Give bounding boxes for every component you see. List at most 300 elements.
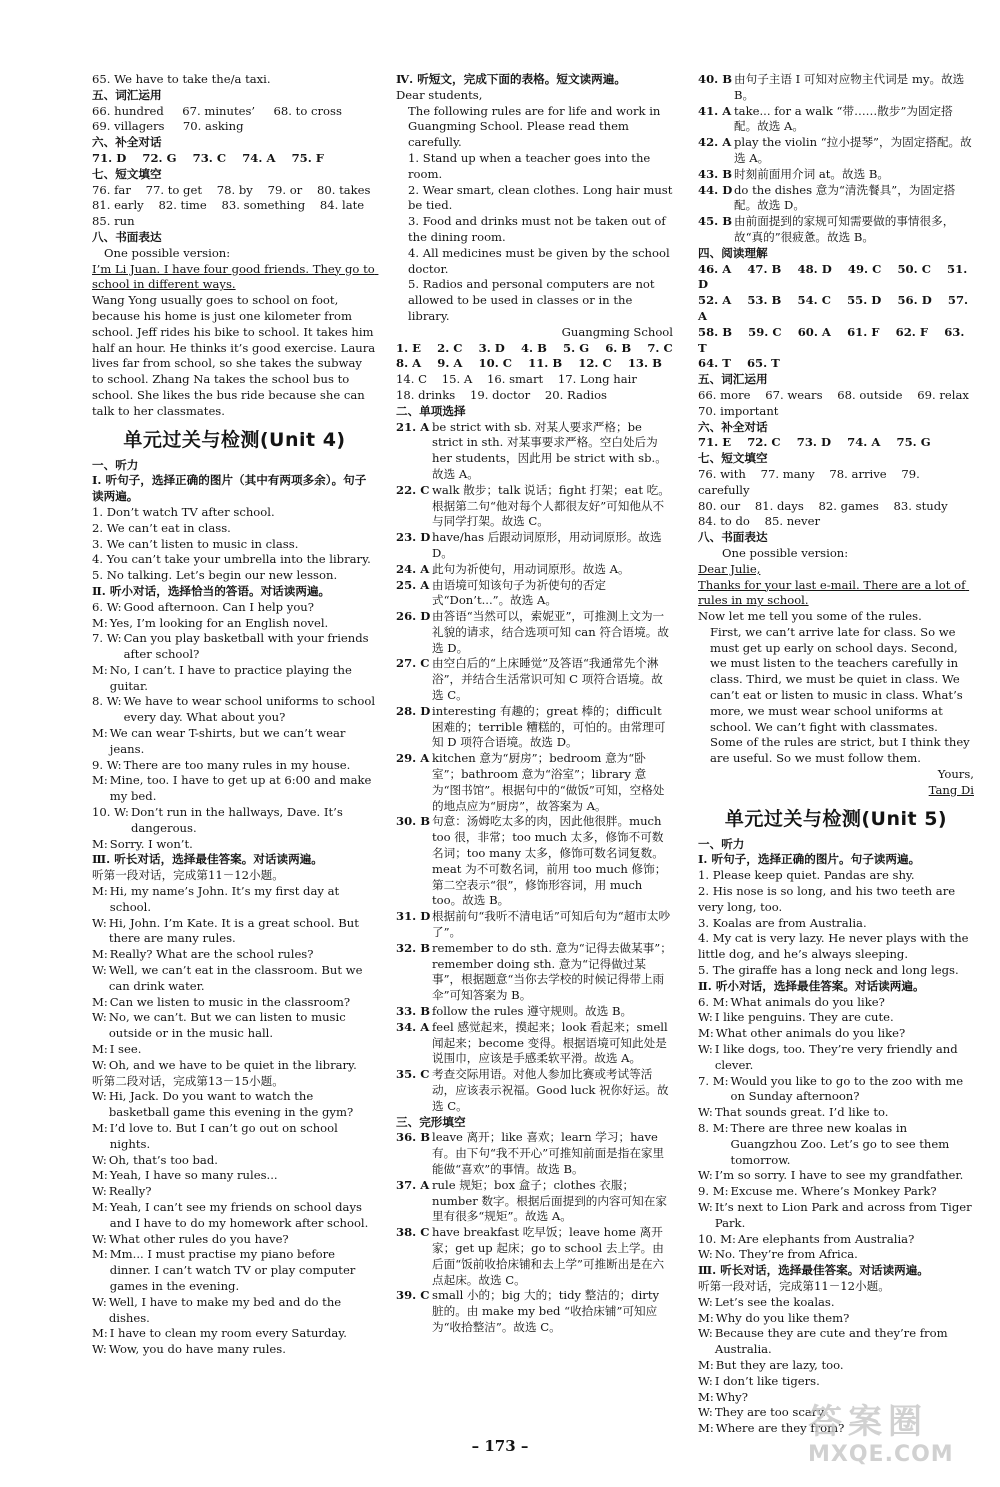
dialogue-text: What other rules do you have? [108,1231,289,1246]
watermark-text: 答案圈 [808,1402,928,1442]
answer-number: 33. B [396,1004,431,1019]
text-line: 76. with 77. many 78. arrive 79. carefully [698,466,924,497]
speaker-label: W: [92,1294,107,1309]
answer-explanation [396,704,673,751]
watermark-logo [808,1402,990,1474]
dialogue-line [698,1184,974,1200]
speaker-label: 6. W: [92,599,122,614]
dialogue-line [698,1311,974,1327]
dialogue-text: Can you play basketball with your friends after school? [123,631,369,662]
section-label: 64. T 65. T [698,356,780,371]
speaker-label: M: [92,836,108,851]
dialogue-text: Because they are cute and they’re from Australia. [714,1326,948,1357]
dialogue-line [92,916,377,948]
text-line: 2. We can’t eat in class. [92,520,231,535]
dialogue-line [92,1326,377,1342]
explanation-text: 根据前句“我听不清电话”可知后句为“超市太吵了”。 [432,909,671,940]
answer-number: 27. C [396,656,430,671]
explanation-text: play the violin “拉小提琴”，为固定搭配。故选 A。 [734,135,972,165]
dialogue-line [92,995,377,1011]
answer-explanation [396,420,673,483]
speaker-label: W: [92,1089,107,1104]
explanation-text: have/has 后跟动词原形，用动词原形。故选 D。 [432,530,662,560]
dialogue-line [698,1010,974,1026]
speaker-label: W: [92,1152,107,1167]
signature-line: Guangming School [561,324,673,339]
speaker-label: M: [698,1357,714,1372]
dialogue-text: What animals do you like? [730,994,885,1009]
speaker-label: M: [698,1389,714,1404]
page-number: – 173 – [471,1437,529,1455]
section-label: 8. A 9. A 10. C 11. B 12. C 13. B [396,356,662,371]
answer-explanation [396,941,673,1004]
explanation-text: 此句为祈使句，用动词原形。故选 A。 [432,561,630,576]
answer-number: 21. A [396,419,430,434]
explanation-text: 由答语“当然可以，索妮亚”，可推测上文为一礼貌的请求，结合选项可知 can 符合语境。故选 D。 [432,609,669,655]
dialogue-text: Hi, Jack. Do you want to watch the basketball game this evening in the gym? [108,1089,354,1120]
text-line: Dear students, [396,87,483,102]
speaker-label: W: [92,1342,107,1357]
dialogue-line [92,631,377,663]
answer-explanation [698,135,974,167]
section-heading: 单元过关与检测(Unit 4) [123,428,346,451]
dialogue-text: Sorry. I won’t. [109,836,193,851]
dialogue-line [92,1153,377,1169]
section-label: 一、听力 [698,836,745,851]
explanation-text: rule 规矩；box 盒子；clothes 衣服；number 数字。根据后面提到的内容可知在家里有很多“规矩”。故选 A。 [432,1177,667,1224]
dialogue-text: But they are lazy, too. [715,1357,844,1372]
text-line: 1. Don’t watch TV after school. [92,504,275,519]
section-label: Ⅲ. 听长对话，选择最佳答案。对话读两遍。 [698,1263,929,1278]
answer-explanation [396,751,673,814]
section-label: 六、补全对话 [92,135,162,150]
speaker-label: W: [698,1105,713,1120]
dialogue-text: Mine, too. I have to get up at 6:00 and make my bed. [109,773,372,804]
dialogue-text: Don’t run in the hallways, Dave. It’s dangerous. [130,805,343,835]
answer-number: 39. C [396,1288,430,1303]
dialogue-line [92,884,377,916]
dialogue-line [92,1089,377,1121]
dialogue-line [698,1232,974,1248]
explanation-text: do the dishes 意为“清洗餐具”，为固定搭配。故选 D。 [734,182,956,213]
explanation-text: 考查交际用语。对他人参加比赛或考试等活动，应该表示祝福。Good luck 祝你好运。故选 C。 [432,1067,669,1113]
speaker-label: M: [92,773,108,788]
section-label: 七、短文填空 [698,451,768,466]
explanation-text: have breakfast 吃早饭；leave home 离开家；get up 起床；go to school 去上学。由后面“饭前收拾床铺和去上学”可推断出是在六点起床。故选 C。 [432,1225,665,1287]
dialogue-line [92,1342,377,1358]
dialogue-line [698,1026,974,1042]
section-label: 五、词汇运用 [698,372,768,387]
text-line: 4. You can’t take your umbrella into the library. [92,552,371,567]
answer-explanation [698,214,974,246]
dialogue-line [92,1168,377,1184]
dialogue-line [698,1200,974,1232]
section-label: 71. E 72. C 73. D 74. A 75. G [698,435,931,450]
dialogue-line [92,947,377,963]
text-line: 3. Koalas are from Australia. [698,915,867,930]
speaker-label: M: [92,1121,108,1135]
dialogue-text: I like dogs, too. They’re very friendly and clever. [714,1042,958,1072]
explanation-text: 由空白后的“上床睡觉”及答语“我通常先个淋浴”，并结合生活常识可知 C 项符合语境。故选 C。 [432,656,663,703]
paragraph: 1. Stand up when a teacher goes into the room. [408,150,654,181]
dialogue-line [92,1042,377,1058]
explanation-text: 时刻前面用介词 at。故选 B。 [734,166,889,181]
dialogue-line [92,1232,377,1248]
dialogue-line [92,963,377,995]
watermark-url: MXQE.COM [808,1442,954,1467]
column-middle [396,72,677,1336]
speaker-label: W: [698,1373,713,1388]
dialogue-line [92,663,377,695]
answer-number: 23. D [396,530,431,545]
dialogue-line [92,726,377,758]
text-line: 18. drinks 19. doctor 20. Radios [396,387,608,402]
answer-explanation [396,483,673,530]
speaker-label: 8. W: [92,694,122,709]
section-label: 五、词汇运用 [92,87,162,102]
explanation-text: be strict with sb. 对某人要求严格；be strict in sth. 对某事要求严格。空白处后为 her students，因此用 be strict with sb.。故选 A。 [432,419,667,481]
dialogue-text: I’m so sorry. I have to see my grandfather. [714,1168,964,1183]
dialogue-line [92,837,377,853]
dialogue-text: I like penguins. They are cute. [714,1010,894,1025]
text-line: 66. hundred 67. minutes’ 68. to cross [92,103,342,118]
signature-name: Tang Di [928,782,974,797]
speaker-label: M: [92,1247,108,1262]
dialogue-line [92,694,377,726]
answer-number: 41. A [698,103,732,118]
section-label: 七、短文填空 [92,166,162,181]
speaker-label: W: [92,1057,107,1072]
paragraph: One possible version: [104,245,231,260]
section-label: Ⅰ. 听句子，选择正确的图片（其中有两项多余）。句子读两遍。 [92,473,367,504]
dialogue-text: There are three new koalas in Guangzhou Zoo. Let’s go to see them tomorrow. [730,1121,950,1167]
answer-number: 22. C [396,482,430,497]
answer-explanation [698,104,974,136]
dialogue-line [698,1168,974,1184]
section-label: 1. E 2. C 3. D 4. B 5. G 6. B 7. C [396,340,673,355]
answer-number: 34. A [396,1019,430,1034]
explanation-text: kitchen 意为“厨房”；bedroom 意为“卧室”；bathroom 意为“浴室”；library 意为“图书馆”。根据句中的“做饭”可知，空格处的地点应为“厨房”，故答案为 A。 [432,751,665,813]
dialogue-text: We have to wear school uniforms to school every day. What about you? [123,694,376,725]
dialogue-text: Would you like to go to the zoo with me on Sunday afternoon? [730,1073,964,1104]
dialogue-text: Good afternoon. Can I help you? [123,599,314,614]
speaker-label: M: [92,884,108,899]
speaker-label: M: [92,1042,108,1057]
dialogue-text: Well, we can’t eat in the classroom. But we can drink water. [108,963,363,993]
dialogue-text: Let’s see the koalas. [714,1294,835,1309]
dialogue-line [698,1358,974,1374]
dialogue-text: No. They’re from Africa. [714,1247,858,1262]
dialogue-text: We can wear T-shirts, but we can’t wear jeans. [109,726,346,756]
answer-number: 31. D [396,909,431,924]
text-line: 5. The giraffe has a long neck and long legs. [698,963,959,978]
answer-number: 28. D [396,703,431,718]
dialogue-text: Hi, my name’s John. It’s my first day at school. [109,884,340,914]
dialogue-line [698,1326,974,1358]
paragraph: One possible version: [722,545,849,560]
dialogue-line [92,1295,377,1327]
text-line: 听第一段对话，完成第11－12小题。 [698,1278,890,1293]
section-label: 六、补全对话 [698,419,768,434]
answer-number: 36. B [396,1130,431,1145]
text-line: 5. No talking. Let’s begin our new lesson. [92,568,338,583]
dialogue-text: Really? What are the school rules? [109,947,314,962]
answer-explanation [396,909,673,941]
paragraph: 4. All medicines must be given by the school doctor. [408,245,674,276]
speaker-label: M: [92,615,108,630]
dialogue-text: Yeah, I can’t see my friends on school days and I have to do my homework after school. [109,1199,369,1230]
speaker-label: W: [698,1405,713,1420]
explanation-text: interesting 有趣的；great 棒的；difficult 困难的；terrible 糟糕的，可怕的。由常理可知 D 项符合语境。故选 D。 [432,703,666,750]
speaker-label: 7. M: [698,1073,729,1088]
text-line: 4. My cat is very lazy. He never plays with the little dog, and he’s always sleeping. [698,931,973,962]
speaker-label: 9. W: [92,757,122,772]
paragraph: 2. Wear smart, clean clothes. Long hair must be tied. [408,182,677,213]
answer-number: 37. A [396,1177,430,1192]
speaker-label: M: [92,994,108,1009]
answer-explanation [396,1225,673,1288]
dialogue-text: No, we can’t. But we can listen to music outside or in the music hall. [108,1010,346,1041]
dialogue-text: I don’t like tigers. [714,1373,820,1388]
dialogue-line [92,758,377,774]
paragraph: First, we can’t arrive late for class. So we must get up early on school days. Second, we must listen to the teachers carefully in class. Third, we must be quiet in class. We can’t eat or listen to music in class. What’s more, we must wear school uniforms at school. We can’t fight with classmates. [710,624,967,734]
column-right [698,72,974,1437]
speaker-label: W: [698,1042,713,1057]
section-label: 52. A 53. B 54. C 55. D 56. D 57. A [698,293,973,323]
answer-number: 38. C [396,1225,430,1240]
section-label: Ⅳ. 听短文，完成下面的表格。短文读两遍。 [396,72,626,86]
dialogue-text: There are too many rules in my house. [123,757,351,772]
explanation-text: leave 离开；like 喜欢；learn 学习；have 有。由下句“我不开心”可推知前面是指在家里能做“喜欢”的事情。故选 B。 [432,1130,665,1176]
explanation-text: feel 感觉起来，摸起来；look 看起来；smell 闻起来；become 变得。根据语境可知此处是说围巾，应该是手感柔软平滑。故选 A。 [432,1019,668,1066]
text-line: 81. early 82. time 83. something 84. late [92,198,365,213]
dialogue-line [698,995,974,1011]
section-label: 二、单项选择 [396,403,466,418]
answer-number: 32. B [396,940,431,955]
text-line: 2. His nose is so long, and his two teeth are very long, too. [698,884,959,914]
speaker-label: M: [92,1168,108,1183]
section-label: 三、完形填空 [396,1114,466,1129]
explanation-text: 由前面提到的家规可知需要做的事情很多，故“真的”很疲惫。故选 B。 [734,214,955,244]
answer-explanation [396,1004,673,1020]
section-label: 46. A 47. B 48. D 49. C 50. C 51. D [698,261,972,292]
explanation-text: 句意：汤姆吃太多的肉，因此他很胖。much too 很，非常；too much 太多，修饰不可数名词；too many 太多，修饰可数名词复数。meat 为不可数名词，前用 too much 修饰；第二空表示“很”，修饰形容词，用 much too。故选 B。 [432,814,667,908]
speaker-label: W: [92,1010,107,1025]
text-line: 1. Please keep quiet. Pandas are shy. [698,868,915,883]
speaker-label: M: [698,1310,714,1325]
dialogue-text: Oh, and we have to be quiet in the library. [108,1057,357,1072]
answer-number: 25. A [396,577,430,592]
dialogue-text: It’s next to Lion Park and across from Tiger Park. [714,1199,972,1230]
dialogue-line [92,805,377,837]
text-line: 76. far 77. to get 78. by 79. or 80. takes [92,182,371,197]
text-line: 14. C 15. A 16. smart 17. Long hair [396,372,637,387]
text-line: Wang Yong usually goes to school on foot, because his home is just one kilometer from school. Jeff rides his bike to school. It takes him half an hour. He thinks it’s good exercise. Laura lives far from school, so she takes the subway to school. Zhang Na takes the school bus to school. She likes the bus ride because she can talk to her classmates. [92,293,379,418]
speaker-label: M: [92,1199,108,1214]
paragraph: Some of the rules are strict, but I think they are useful. So we must follow them. [710,735,974,766]
speaker-label: W: [698,1294,713,1309]
answer-number: 44. D [698,182,733,197]
underlined-text: I’m Li Juan. I have four good friends. They go to school in different ways. [92,261,379,292]
answer-number: 45. B [698,214,733,229]
paragraph: 5. Radios and personal computers are not allowed to be used in classes or in the library. [408,277,659,323]
dialogue-line [698,1074,974,1106]
answer-explanation [396,1288,673,1335]
dialogue-text: I’d love to. But I can’t go out on school nights. [109,1121,338,1151]
speaker-label: M: [92,726,108,741]
text-line: 70. important [698,403,779,418]
answer-explanation [396,1020,673,1067]
section-label: 八、书面表达 [698,530,768,545]
explanation-text: small 小的；big 大的；tidy 整洁的；dirty 脏的。由 make my bed “收拾床铺”可知应为“收拾整洁”。故选 C。 [432,1288,660,1334]
speaker-label: 8. M: [698,1121,729,1135]
answer-number: 43. B [698,166,733,181]
dialogue-text: Really? [108,1184,152,1199]
answer-number: 35. C [396,1067,430,1082]
dialogue-text: Well, I have to make my bed and do the dishes. [108,1294,342,1325]
section-label: 一、听力 [92,457,139,472]
speaker-label: W: [92,915,107,930]
dialogue-text: Yes, I’m looking for an English novel. [109,615,329,630]
speaker-label: W: [92,963,107,978]
speaker-label: W: [698,1247,713,1262]
answer-number: 29. A [396,751,430,766]
speaker-label: 9. M: [698,1184,729,1199]
speaker-label: W: [92,1184,107,1199]
speaker-label: 7. W: [92,631,122,646]
dialogue-line [92,1010,377,1042]
dialogue-line [92,1058,377,1074]
speaker-label: W: [698,1168,713,1183]
text-line: 85. run [92,214,135,229]
section-heading: 单元过关与检测(Unit 5) [724,807,948,830]
dialogue-text: Where are they from? [715,1421,845,1436]
explanation-text: walk 散步；talk 说话；fight 打架；eat 吃。根据第二句“他对每个人都很友好”可知他从不与同学打架。故选 C。 [432,482,670,529]
speaker-label: 10. M: [698,1231,736,1246]
paragraph: The following rules are for life and work in Guangming School. Please read them carefully. [408,103,665,150]
dialogue-line [698,1374,974,1390]
answer-explanation [396,656,673,703]
dialogue-text: That sounds great. I’d like to. [714,1105,889,1120]
answer-number: 30. B [396,814,431,829]
dialogue-line [92,616,377,632]
answer-explanation [396,530,673,562]
section-label: Ⅱ. 听小对话，选择恰当的答语。对话读两遍。 [92,583,331,598]
dialogue-text: I see. [109,1042,142,1057]
speaker-label: 10. W: [92,805,129,820]
dialogue-line [92,1247,377,1294]
answer-explanation [396,1067,673,1114]
answer-explanation [396,578,673,610]
section-label: Ⅲ. 听长对话，选择最佳答案。对话读两遍。 [92,852,323,867]
answer-explanation [698,167,974,183]
answer-explanation [396,1130,673,1177]
dialogue-text: Why do you like them? [715,1310,850,1325]
section-label: 58. B 59. C 60. A 61. F 62. F 63. T [698,324,969,355]
dialogue-line [698,1121,974,1168]
text-line: 84. to do 85. never [698,514,820,529]
speaker-label: W: [698,1010,713,1025]
paragraph: 3. Food and drinks must not be taken out of the dining room. [408,214,670,244]
dialogue-line [698,1247,974,1263]
answer-number: 42. A [698,135,732,150]
underlined-text: Thanks for your last e-mail. There are a lot of rules in my school. [698,577,970,608]
answer-number: 40. B [698,72,733,86]
speaker-label: M: [698,1026,714,1041]
answer-number: 26. D [396,609,431,624]
text-line: 69. villagers 70. asking [92,119,244,134]
dialogue-text: Are elephants from Australia? [737,1231,915,1246]
underlined-text: Dear Julie, [698,561,761,576]
text-line: 听第一段对话，完成第11－12小题。 [92,868,284,883]
dialogue-text: They are too scary. [714,1405,827,1420]
dialogue-text: Hi, John. I’m Kate. It is a great school. But there are many rules. [108,915,359,946]
dialogue-line [92,1200,377,1232]
speaker-label: M: [92,1326,108,1341]
explanation-text: follow the rules 遵守规则。故选 B。 [432,1004,633,1019]
speaker-label: W: [92,1231,107,1246]
speaker-label: M: [698,1421,714,1436]
section-label: Ⅰ. 听句子，选择正确的图片。句子读两遍。 [698,852,921,867]
explanation-text: take... for a walk “带……散步”为固定搭配。故选 A。 [734,103,953,134]
answer-explanation [698,183,974,215]
answer-explanation [698,72,974,104]
dialogue-text: Mm... I must practise my piano before dinner. I can’t watch TV or play computer games in the evening. [109,1247,356,1293]
dialogue-text: Can we listen to music in the classroom? [109,994,351,1009]
text-line: 80. our 81. days 82. games 83. study [698,498,948,513]
dialogue-text: No, I can’t. I have to practice playing the guitar. [109,662,352,693]
dialogue-text: I have to clean my room every Saturday. [109,1326,347,1341]
answer-explanation [396,814,673,909]
answer-number: 24. A [396,561,430,576]
dialogue-text: Excuse me. Where’s Monkey Park? [730,1184,937,1199]
speaker-label: 6. M: [698,994,729,1009]
dialogue-line [92,1184,377,1200]
column-left [92,72,377,1358]
dialogue-line [698,1105,974,1121]
text-line: 66. more 67. wears 68. outside 69. relax [698,387,969,402]
answer-explanation [396,609,673,656]
dialogue-line [698,1295,974,1311]
dialogue-text: Wow, you do have many rules. [108,1342,286,1357]
text-line: Now let me tell you some of the rules. [698,609,922,624]
section-label: 四、阅读理解 [698,245,768,260]
answer-explanation [396,1178,673,1225]
dialogue-text: Why? [715,1389,748,1404]
speaker-label: M: [92,662,108,677]
text-line: 3. We can’t listen to music in class. [92,536,299,551]
answer-explanation [396,562,673,578]
dialogue-text: Yeah, I have so many rules... [109,1168,278,1183]
explanation-text: remember to do sth. 意为“记得去做某事”；remember doing sth. 意为“记得做过某事”，根据题意“当你去学校的时候记得带上雨伞”可知答案为 B。 [432,940,672,1003]
text-line: 65. We have to take the/a taxi. [92,72,271,86]
dialogue-text: Oh, that’s too bad. [108,1152,218,1167]
dialogue-line [92,600,377,616]
dialogue-line [92,1121,377,1153]
section-label: Ⅱ. 听小对话，选择最佳答案。对话读两遍。 [698,978,925,993]
text-line: 听第二段对话，完成第13－15小题。 [92,1073,284,1088]
speaker-label: W: [698,1326,713,1341]
section-label: 71. D 72. G 73. C 74. A 75. F [92,150,325,165]
explanation-text: 由语境可知该句子为祈使句的否定式“Don’t...”。故选 A。 [432,577,606,608]
explanation-text: 由句子主语 I 可知对应物主代词是 my。故选 B。 [734,72,965,102]
dialogue-line [92,773,377,805]
speaker-label: W: [698,1199,713,1214]
dialogue-text: What other animals do you like? [715,1026,906,1041]
speaker-label: M: [92,947,108,962]
signature-line: Yours, [937,767,974,782]
section-label: 八、书面表达 [92,229,162,244]
